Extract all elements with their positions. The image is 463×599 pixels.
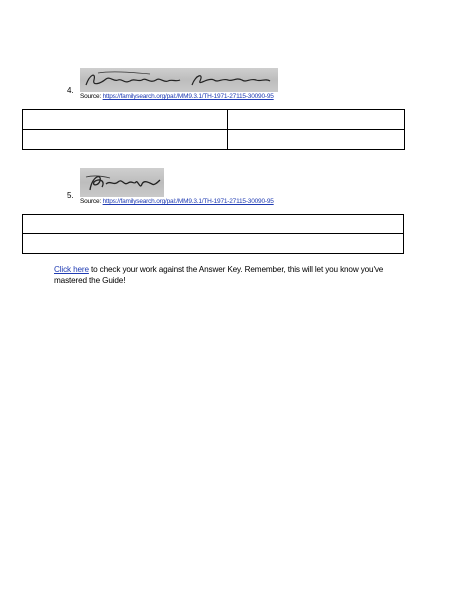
source-link[interactable]: https://familysearch.org/pal:/MM9.3.1/TH-1971-27115-30090-95 — [102, 198, 274, 205]
answer-cell[interactable] — [23, 234, 404, 254]
source-label: Source: — [80, 93, 103, 100]
answer-cell[interactable] — [23, 215, 404, 234]
answer-cell[interactable] — [228, 130, 405, 150]
handwritten-name-image — [80, 68, 278, 92]
source-citation — [80, 198, 274, 206]
source-link[interactable]: https://familysearch.org/pal:/MM9.3.1/TH-1971-27115-30090-95 — [102, 93, 274, 100]
answer-table — [22, 109, 405, 150]
item-number: 5. — [67, 191, 74, 200]
answer-table — [22, 214, 404, 254]
answer-key-link[interactable]: Click here — [54, 265, 89, 274]
answer-cell[interactable] — [228, 110, 405, 130]
item-number: 4. — [67, 86, 74, 95]
answer-key-text: to check your work against the Answer Key. Remember, this will let you know you've mastered the Guide! — [54, 265, 384, 285]
source-label: Source: — [80, 198, 103, 205]
handwritten-name-image — [80, 168, 164, 197]
source-citation — [80, 93, 274, 101]
answer-cell[interactable] — [23, 110, 228, 130]
handwriting-strokes — [80, 68, 278, 92]
handwriting-strokes — [80, 168, 164, 197]
answer-key-note — [54, 265, 414, 286]
answer-cell[interactable] — [23, 130, 228, 150]
